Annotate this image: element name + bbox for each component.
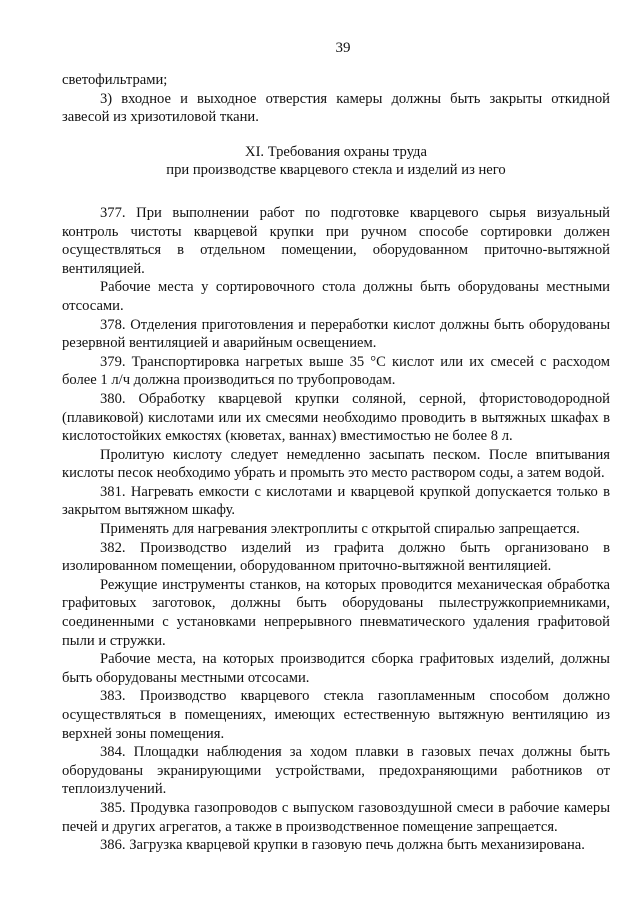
paragraph-386: 386. Загрузка кварцевой крупки в газовую печь должна быть механизирована. (100, 837, 585, 854)
paragraph-385: 385. Продувка газопроводов с выпуском газовоздушной смеси в рабочие камеры печей и других агрегатов, а также в производственное помещение запрещается. (62, 799, 610, 835)
paragraph-380: 380. Обработку кварцевой крупки соляной, серной, фтористоводородной (плавиковой) кислотами или их смесями необходимо проводить в вытяжных шкафах в кислотостойких емкостях (кюветах, ваннах) вместимостью не более 8 л. (62, 390, 610, 445)
intro-line-1: светофильтрами; (62, 72, 168, 88)
paragraph-381: 381. Нагревать емкости с кислотами и кварцевой крупкой допускается только в закрытом вытяжном шкафу. (62, 483, 610, 519)
paragraph-383: 383. Производство кварцевого стекла газопламенным способом должно осуществляться в помещениях, имеющих естественную вытяжную вентиляцию из верхней зоны помещения. (62, 688, 610, 742)
section-heading (62, 143, 610, 180)
paragraph-378: 378. Отделения приготовления и переработки кислот должны быть оборудованы резервной вентиляцией и аварийным освещением. (62, 316, 610, 352)
section-title: XI. Требования охраны труда (245, 143, 427, 160)
paragraph-382: 382. Производство изделий из графита должно быть организовано в изолированном помещении, оборудованном приточно-вытяжной вентиляцией. (62, 539, 610, 575)
page-number: 39 (335, 40, 351, 56)
paragraph-380-note: Пролитую кислоту следует немедленно засыпать песком. После впитывания кислоты песок необходимо убрать и промыть это место раствором соды, а затем водой. (62, 446, 610, 482)
intro-line-2: 3) входное и выходное отверстия камеры должны быть закрыты откидной завесой из хризотиловой ткани. (62, 90, 610, 126)
paragraph-377-note: Рабочие места у сортировочного стола должны быть оборудованы местными отсосами. (62, 279, 610, 314)
paragraph-379: 379. Транспортировка нагретых выше 35 °С кислот или их смесей с расходом более 1 л/ч должна производиться по трубопроводам. (62, 353, 610, 389)
paragraph-382-note-1: Режущие инструменты станков, на которых проводится механическая обработка графитовых заготовок, должны быть оборудованы пылестружкоприемниками, соединенными с установками непрерывного пневматического удаления графитовой пыли и стружки. (62, 576, 610, 649)
paragraph-381-note: Применять для нагревания электроплиты с открытой спиралью запрещается. (100, 521, 580, 538)
paragraph-382-note-2: Рабочие места, на которых производится сборка графитовых изделий, должны быть оборудованы местными отсосами. (62, 651, 610, 686)
section-subtitle: при производстве кварцевого стекла и изделий из него (166, 162, 506, 179)
paragraph-384: 384. Площадки наблюдения за ходом плавки в газовых печах должны быть оборудованы экранирующими устройствами, предохраняющими работников от теплоизлучений. (62, 744, 610, 798)
paragraph-377: 377. При выполнении работ по подготовке кварцевого сырья визуальный контроль чистоты кварцевой крупки при ручном способе сортировки должен осуществляться в отдельном помещении, оборудованном приточно-вытяжной вентиляцией. (62, 204, 610, 277)
spacer (62, 196, 610, 204)
